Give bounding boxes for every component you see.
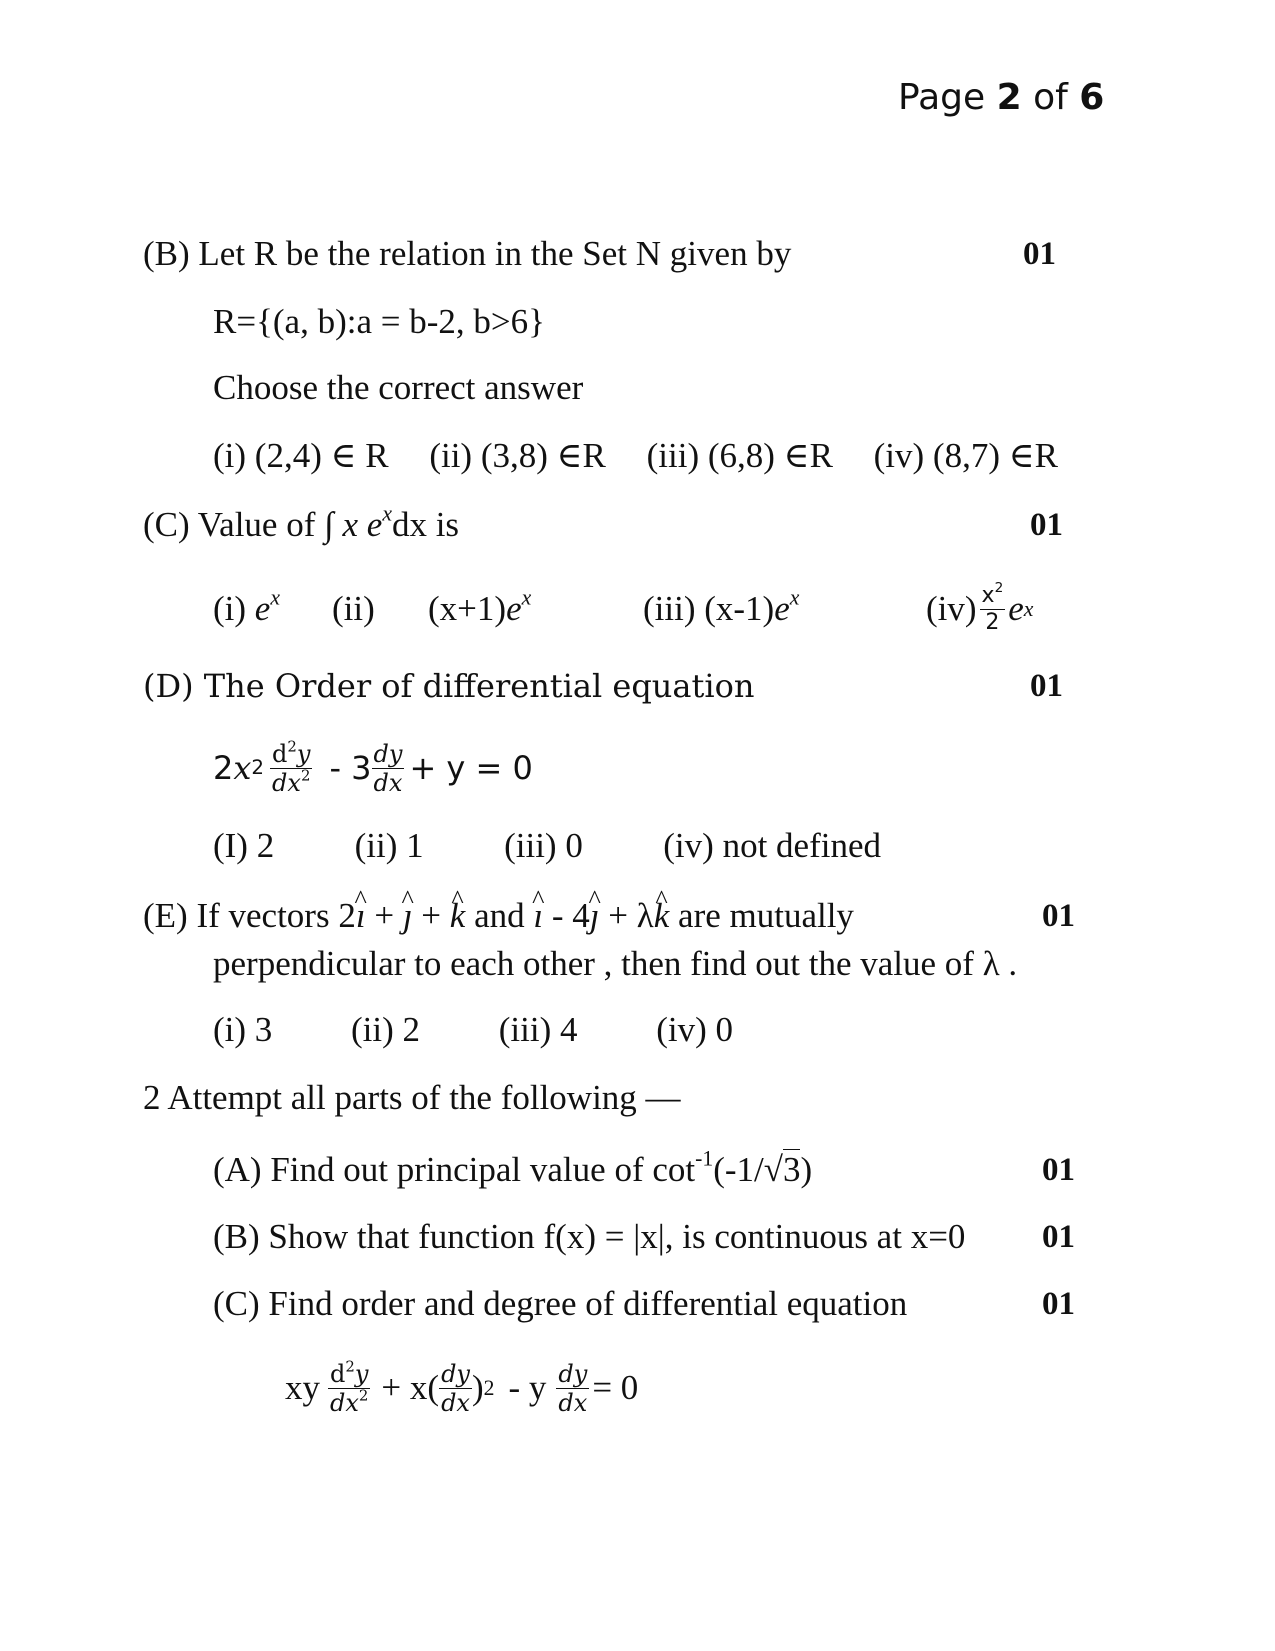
- q2c-eq-first-derivative-2: [556, 1359, 589, 1417]
- q2a-text: [213, 1146, 813, 1190]
- q1e-and: and: [465, 896, 534, 935]
- q1c-opt3-exp: x: [789, 585, 800, 610]
- q1e-line2: perpendicular to each other , then find out the value of λ .: [213, 944, 1018, 983]
- q1b-option-4: (iv) (8,7) ∈R: [873, 436, 1058, 475]
- q2c-equation: xy $\frac{d^2y}{dx^2}$ + x( $\frac{dy}{dx}$ ) 2 - y $\frac{dy}{dx}$ = 0: [285, 1356, 639, 1417]
- q1c-opt4-den: 2: [985, 609, 1000, 635]
- q1b-stem: (B) Let R be the relation in the Set N given by: [143, 234, 792, 273]
- q1d-eq-d2y-den-exp: 2: [300, 765, 311, 784]
- q1c-stem-suffix: dx is: [391, 505, 460, 544]
- q1e-i-hat-2: ı ^: [533, 896, 543, 936]
- q2c-eq-dy2-num: dy: [558, 1359, 588, 1388]
- q1c-opt2-e: e: [506, 589, 522, 628]
- q1c-option-2: [428, 585, 532, 629]
- q2c-marks: 01: [1042, 1286, 1075, 1322]
- q1c-opt1-label: (i): [213, 589, 247, 628]
- q1d-marks: 01: [1030, 668, 1063, 704]
- page-prefix: Page: [898, 77, 997, 118]
- q1d-eq-minus3: - 3: [329, 749, 372, 787]
- q2c-eq-dy-num: dy: [441, 1359, 470, 1388]
- q2a-sup: -1: [695, 1146, 714, 1171]
- q2a-text-main: (A) Find out principal value of cot: [213, 1150, 696, 1189]
- q1e-option-3: (iii) 4: [498, 1010, 578, 1049]
- q1c-option-4: (iv) $\frac{x^2}{2}$ e x: [926, 579, 1034, 635]
- q2c-eq-dy-den: dx: [441, 1388, 470, 1417]
- q1d-equation: 2 x 2 $\frac{d^2y}{dx^2}$ - 3 $\frac{dy}{dx}$ + y = 0: [213, 736, 533, 797]
- q1c-opt2-exp: x: [521, 585, 532, 610]
- q1c-opt4-fraction: [980, 579, 1006, 635]
- q1d-option-4: (iv) not defined: [663, 826, 881, 865]
- q1c-opt3-pre: (iii) (x-1): [643, 589, 775, 628]
- q1c-option-3: [643, 585, 800, 629]
- page-mid: of: [1021, 77, 1080, 118]
- q2b-text: (B) Show that function f(x) = |x|, is continuous at x=0: [213, 1217, 966, 1256]
- q1c-opt4-label: (iv): [926, 589, 977, 628]
- q1d-eq-first-derivative: [372, 739, 405, 797]
- q1b-option-1: (i) (2,4) ∈ R: [213, 436, 389, 475]
- q1e-minus4: - 4: [543, 896, 590, 935]
- q1b-marks: 01: [1023, 236, 1056, 272]
- q1c-stem-e: e: [366, 505, 383, 544]
- q1c-stem-exp: x: [382, 501, 392, 526]
- q1d-options: [213, 826, 881, 866]
- q1c-opt3-e: e: [774, 589, 790, 628]
- q1e-plus-lambda: + λ: [599, 896, 654, 935]
- q1e-marks: 01: [1042, 898, 1075, 934]
- q1c-option-2-label: (ii): [332, 589, 375, 628]
- q1d-eq-second-derivative: [270, 736, 312, 797]
- q2c-eq-d2y-den-dx: dx: [330, 1388, 359, 1417]
- q1c-opt2-pre: (x+1): [428, 589, 507, 628]
- q2a-arg-open: (-1/√: [713, 1150, 783, 1189]
- q1e-plus-2: +: [412, 896, 450, 935]
- q2-heading: 2 Attempt all parts of the following —: [143, 1078, 681, 1117]
- q1e-option-4: (iv) 0: [656, 1010, 733, 1049]
- q2c-text: (C) Find order and degree of differential equation: [213, 1284, 908, 1323]
- q1e-stem-prefix: (E) If vectors 2: [143, 896, 356, 935]
- q2c-eq-first-derivative: [439, 1359, 472, 1417]
- q2c-eq-plus-x: + x(: [381, 1368, 440, 1407]
- q2a-arg-close: ): [800, 1150, 813, 1189]
- q2b-marks: 01: [1042, 1219, 1075, 1255]
- q2c-eq-xy: xy: [285, 1368, 320, 1407]
- q1c-opt1-e: e: [254, 589, 271, 628]
- q1d-eq-d2y-num-exp: 2: [287, 736, 297, 755]
- page-current: 2: [996, 77, 1022, 118]
- q1d-eq-tail: + y = 0: [409, 749, 533, 787]
- q1d-option-1: (I) 2: [213, 826, 275, 865]
- q1d-eq-dy-num: dy: [373, 739, 403, 768]
- q2c-eq-close: ): [471, 1368, 484, 1407]
- q1c-opt4-num-base: x: [981, 582, 995, 608]
- q1b-relation: R={(a, b):a = b-2, b>6}: [213, 302, 545, 341]
- q1e-stem-suffix: are mutually: [669, 896, 854, 935]
- q1d-option-3: (iii) 0: [504, 826, 583, 865]
- q1d-eq-d2y-den: [270, 765, 312, 797]
- q1e-i-hat: ı ^: [356, 896, 366, 936]
- q1b-option-2: (ii) (3,8) ∈R: [429, 436, 606, 475]
- q1d-eq-dy-den: dx: [373, 768, 403, 797]
- q2c-eq-d2y-num: [328, 1356, 370, 1389]
- q2c-eq-second-derivative: [328, 1356, 370, 1417]
- q1e-k-hat: k ^: [450, 896, 466, 936]
- q1e-plus-1: +: [365, 896, 403, 935]
- page-indicator: [898, 76, 1104, 120]
- q1d-eq-d2y-num: [270, 736, 312, 769]
- q1d-option-2: (ii) 1: [354, 826, 424, 865]
- q1c-opt4-num: [980, 579, 1006, 610]
- q1c-stem-prefix: (C) Value of ∫: [143, 505, 334, 544]
- q1b-instruction: Choose the correct answer: [213, 368, 584, 407]
- page-total: 6: [1079, 77, 1105, 118]
- q2c-eq-tail: = 0: [592, 1368, 639, 1407]
- q2c-eq-d2y-den-exp: 2: [358, 1385, 369, 1404]
- q1b-options: [213, 436, 1058, 476]
- q1c-opt4-num-exp: 2: [994, 579, 1004, 596]
- q1c-stem-x: x: [342, 505, 359, 544]
- q1b-option-3: (iii) (6,8) ∈R: [646, 436, 833, 475]
- q2c-eq-d2y-num-y: y: [354, 1359, 369, 1388]
- q2c-eq-d2y-num-exp: 2: [345, 1356, 355, 1375]
- q1e-j-hat-2: ȷ ^: [590, 896, 600, 936]
- q1e-option-2: (ii) 2: [351, 1010, 421, 1049]
- q1c-opt4-e: e: [1008, 589, 1024, 628]
- q1d-stem: (D) The Order of differential equation: [143, 667, 755, 705]
- q1c-opt1-exp: x: [270, 585, 280, 610]
- q1d-eq-d2y-num-d: d: [272, 739, 288, 768]
- q1c-marks: 01: [1030, 507, 1063, 543]
- q2c-eq-dy2-den: dx: [558, 1388, 588, 1417]
- q1d-eq-d2y-den-dx: dx: [272, 768, 301, 797]
- q2a-marks: 01: [1042, 1152, 1075, 1188]
- q1e-stem: [143, 896, 854, 936]
- q2c-eq-minus-y: - y: [508, 1368, 547, 1407]
- q1c-stem: [143, 501, 460, 545]
- q1e-k-hat-2: k ^: [654, 896, 670, 936]
- q2a-arg-3: 3: [782, 1150, 801, 1189]
- q1e-options: [213, 1010, 733, 1050]
- q1c-option-1: [213, 585, 280, 629]
- q1e-option-1: (i) 3: [213, 1010, 273, 1049]
- q2c-eq-d2y-den: [328, 1385, 370, 1417]
- q1d-eq-d2y-num-y: y: [296, 739, 311, 768]
- q2c-eq-d2y-num-d: d: [330, 1359, 346, 1388]
- q1d-eq-coef: 2: [213, 749, 234, 787]
- q1d-eq-x: x: [233, 749, 252, 787]
- q1e-j-hat: ȷ ^: [403, 896, 413, 936]
